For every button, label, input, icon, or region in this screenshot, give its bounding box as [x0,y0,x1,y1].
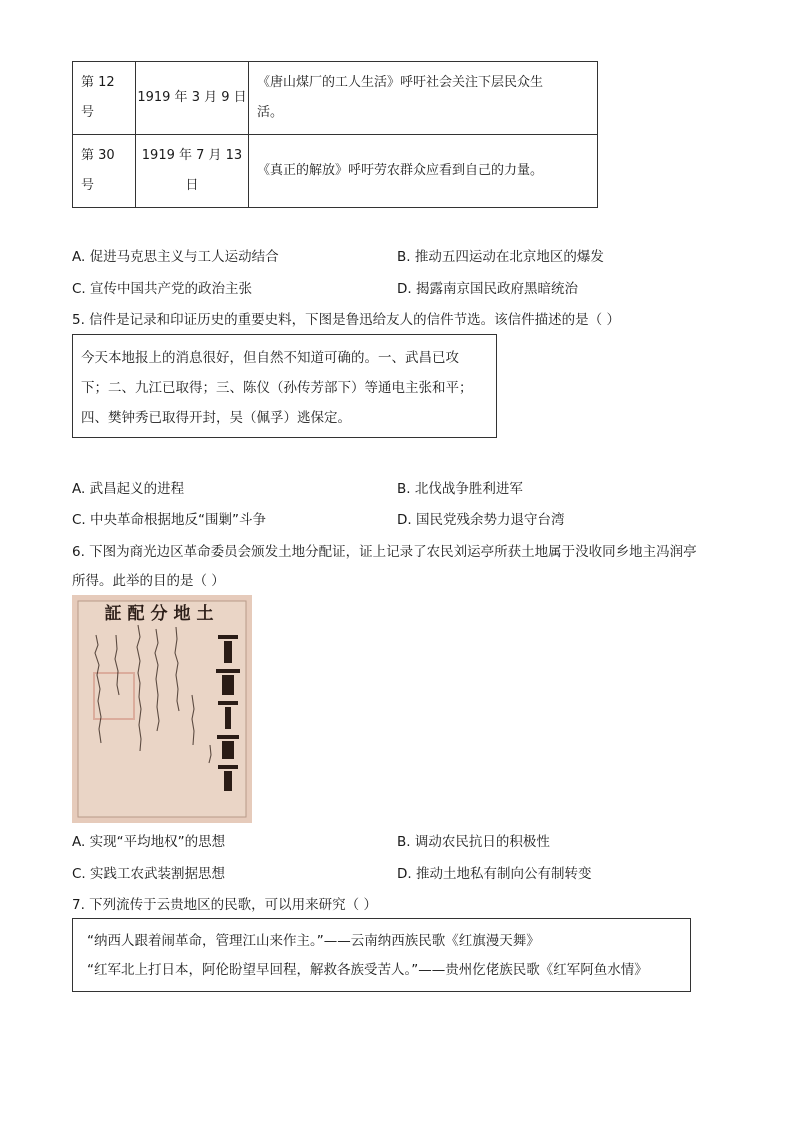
land-certificate-drawing [72,595,252,823]
content-line-2: 活。 [257,105,284,120]
q6-option-a[interactable]: A. 实现“平均地权”的思想 [72,834,226,850]
issue-line-2: 号 [81,105,95,120]
issue-cell [73,135,136,208]
content-cell: 《真正的解放》呼吁劳农群众应看到自己的力量。 [249,135,598,208]
q6-stem-line-1: 6. 下图为商光边区革命委员会颁发土地分配证，证上记录了农民刘运亭所获土地属于没收同乡地主冯润亭 [72,544,697,560]
content-cell [249,62,598,135]
letter-line-1: 今天本地报上的消息很好，但自然不知道可确的。一、武昌已攻 [81,350,459,366]
issue-line-1: 第 30 [81,148,115,163]
issue-line-2: 号 [81,178,95,193]
letter-excerpt-box [72,334,497,438]
certificate-title: 証配分地土 [104,604,220,624]
issue-cell [73,62,136,135]
land-certificate-image [72,595,252,823]
content-line-1: 《唐山煤厂的工人生活》呼吁社会关注下层民众生 [257,75,544,90]
folk-song-2: “红军北上打日本，阿伦盼望早回程，解救各族受苦人。”——贵州仡佬族民歌《红军阿鱼水情》 [87,962,648,978]
folk-song-box [72,918,691,992]
q6-option-c[interactable]: C. 实践工农武装割据思想 [72,866,226,882]
q5-option-d[interactable]: D. 国民党残余势力退守台湾 [397,512,565,528]
q5-option-a[interactable]: A. 武昌起义的进程 [72,481,185,497]
letter-line-2: 下；二、九江已取得；三、陈仪（孙传芳部下）等通电主张和平； [81,380,473,396]
q4-option-c[interactable]: C. 宣传中国共产党的政治主张 [72,281,253,297]
q4-option-b[interactable]: B. 推动五四运动在北京地区的爆发 [397,249,604,265]
table-row [73,135,598,208]
folk-song-1: “纳西人跟着闹革命，管理江山来作主。”——云南纳西族民歌《红旗漫天舞》 [87,933,540,949]
q5-option-b[interactable]: B. 北伐战争胜利进军 [397,481,523,497]
q5-stem: 5. 信件是记录和印证历史的重要史料，下图是鲁迅给友人的信件节选。该信件描述的是（ ） [72,312,620,328]
q4-option-a[interactable]: A. 促进马克思主义与工人运动结合 [72,249,279,265]
q6-option-b[interactable]: B. 调动农民抗日的积极性 [397,834,550,850]
q5-option-c[interactable]: C. 中央革命根据地反“围剿”斗争 [72,512,266,528]
newspaper-table [72,61,598,208]
letter-line-3: 四、樊钟秀已取得开封，吴（佩孚）逃保定。 [81,410,351,426]
q7-stem: 7. 下列流传于云贵地区的民歌，可以用来研究（ ） [72,897,377,913]
q6-stem-line-2: 所得。此举的目的是（ ） [72,573,225,589]
q6-option-d[interactable]: D. 推动土地私有制向公有制转变 [397,866,592,882]
table-row [73,62,598,135]
date-cell: 1919 年 7 月 13 日 [136,135,249,208]
issue-line-1: 第 12 [81,75,115,90]
date-cell: 1919 年 3 月 9 日 [136,62,249,135]
q4-option-d[interactable]: D. 揭露南京国民政府黑暗统治 [397,281,578,297]
